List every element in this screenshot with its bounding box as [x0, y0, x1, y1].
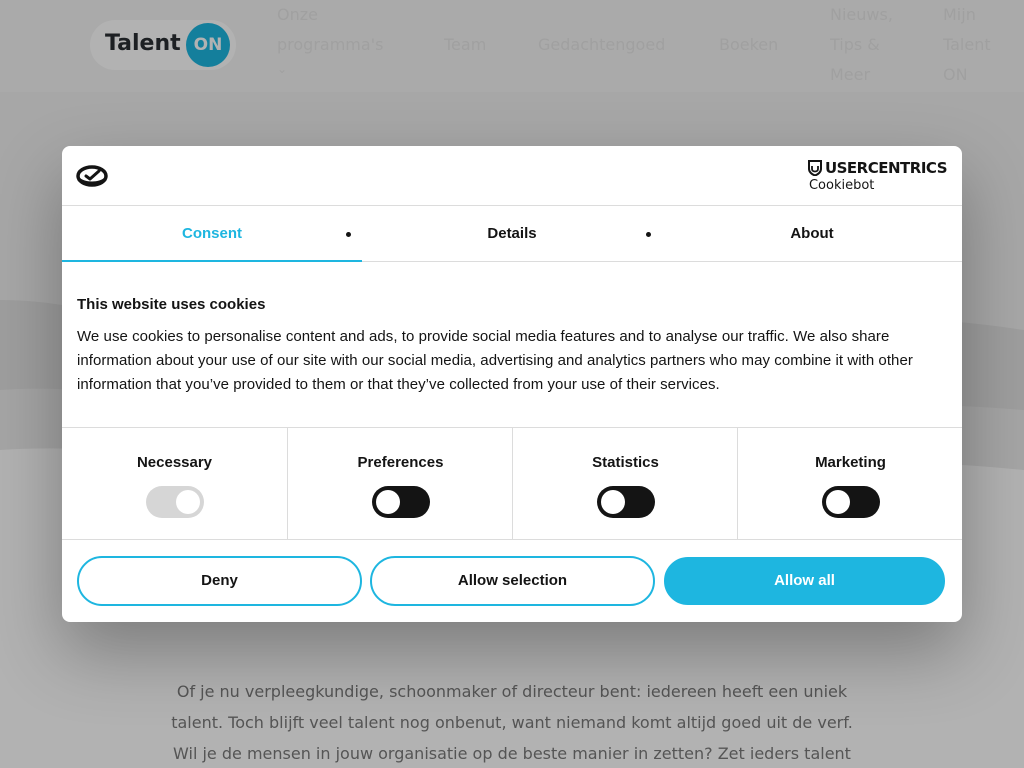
chevron-down-icon: ⌄: [277, 62, 288, 76]
nav-label-line2: programma's: [277, 35, 384, 54]
nav-label-line3: Meer: [830, 65, 871, 84]
nav-label: Team: [444, 35, 487, 54]
nav-label-line3: ON: [943, 65, 968, 84]
category-label: Preferences: [357, 454, 444, 471]
tab-separator-dot: [646, 232, 651, 237]
cookiebot-logo-icon: [76, 163, 108, 189]
dialog-tabs: [62, 206, 962, 262]
usercentrics-cookiebot-brand[interactable]: [808, 158, 947, 194]
category-label: Necessary: [136, 454, 213, 471]
allow-selection-button[interactable]: Allow selection: [370, 556, 655, 606]
intro-line: Of je nu verpleegkundige, schoonmaker of directeur bent: iedereen heeft een uniek: [176, 682, 848, 701]
allow-all-button[interactable]: Allow all: [664, 557, 945, 605]
brand-cookiebot: Cookiebot: [808, 178, 875, 193]
toggle-knob: [826, 490, 850, 514]
nav-label: Gedachtengoed: [538, 35, 666, 54]
marketing-toggle[interactable]: [822, 486, 880, 518]
logo-badge: ON: [186, 23, 230, 67]
deny-button[interactable]: Deny: [77, 556, 362, 606]
tab-about[interactable]: About: [790, 225, 834, 242]
cookie-consent-dialog: [62, 146, 962, 622]
nav-label: Boeken: [719, 35, 779, 54]
category-necessary: [62, 428, 287, 540]
toggle-knob: [376, 490, 400, 514]
intro-line: talent. Toch blijft veel talent nog onbenut, want niemand komt altijd goed uit de verf.: [171, 713, 853, 732]
nav-label-line2: Tips &: [830, 35, 880, 54]
tab-details[interactable]: Details: [487, 225, 537, 242]
toggle-knob: [601, 490, 625, 514]
statistics-toggle[interactable]: [597, 486, 655, 518]
category-preferences: [287, 428, 512, 540]
necessary-toggle: [146, 486, 204, 518]
shield-icon: [808, 160, 822, 176]
preferences-toggle[interactable]: [372, 486, 430, 518]
category-statistics: [512, 428, 737, 540]
nav-label-line2: Talent: [943, 35, 991, 54]
category-label: Marketing: [815, 454, 886, 471]
nav-label-line1: Onze: [277, 5, 318, 24]
dialog-title: This website uses cookies: [77, 296, 266, 313]
category-marketing: [737, 428, 962, 540]
intro-line: Wil je de mensen in jouw organisatie op de beste manier in zetten? Zet ieders talent: [173, 744, 851, 763]
cookie-categories: [62, 427, 962, 540]
dialog-description: We use cookies to personalise content and ads, to provide social media features and to analyse our traffic. We also share information about your use of our site with our social media, advertising and analytics partners who may combine it with other information that you’ve provided to them or that they’ve collected from your use of their services.: [77, 328, 913, 393]
nav-label-line1: Mijn: [943, 5, 976, 24]
logo-text: Talent: [105, 31, 181, 56]
toggle-knob: [176, 490, 200, 514]
tab-separator-dot: [346, 232, 351, 237]
category-label: Statistics: [592, 454, 659, 471]
tab-consent[interactable]: Consent: [62, 206, 362, 262]
brand-usercentrics: USERCENTRICS: [824, 159, 947, 177]
dialog-header: [62, 146, 962, 206]
nav-label-line1: Nieuws,: [830, 5, 893, 24]
